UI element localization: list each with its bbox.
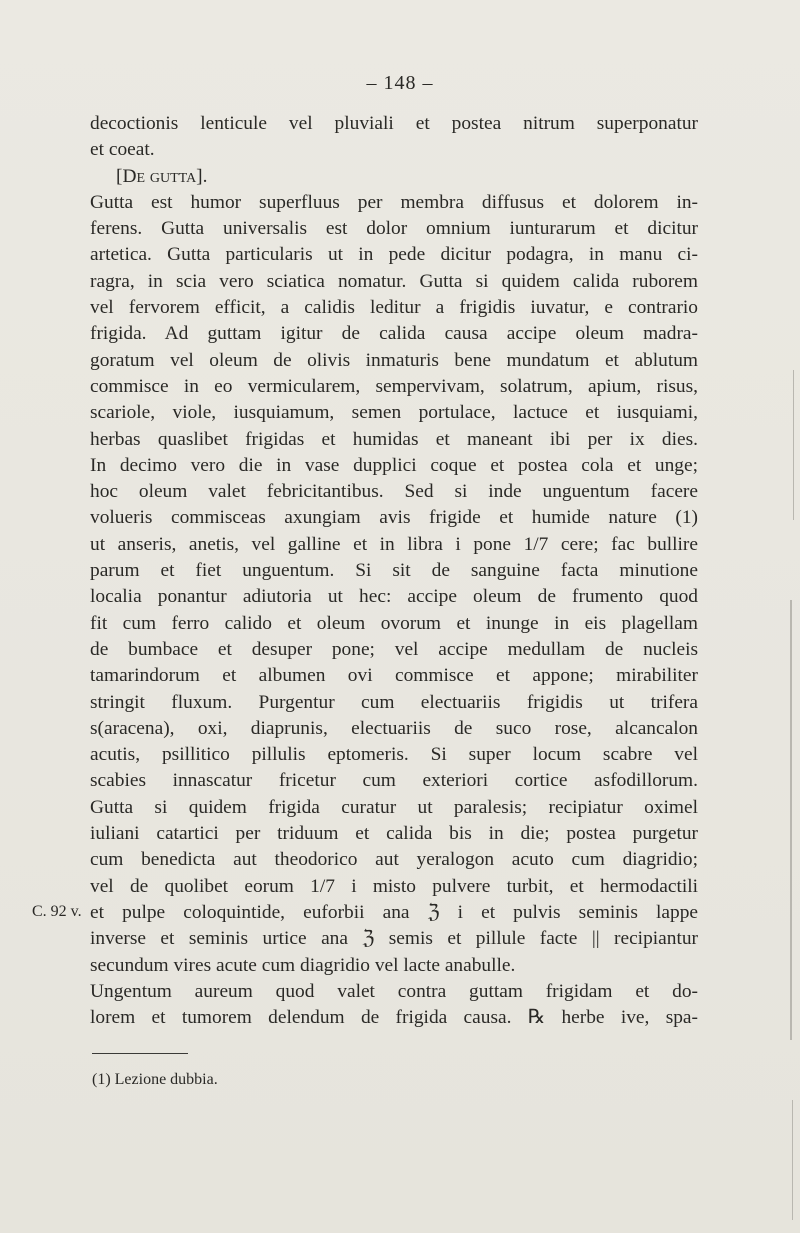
text-line: In decimo vero die in vase dupplici coque et postea cola et unge; (90, 454, 698, 476)
text-line: hoc oleum valet febricitantibus. Sed si inde unguentum facere (90, 481, 698, 503)
text-line: fit cum ferro calido et oleum ovorum et inunge in eis plagellam (90, 612, 698, 634)
text-line: de bumbace et desuper pone; vel accipe medullam de nucleis (90, 638, 698, 660)
text-line: stringit fluxum. Purgentur cum electuariis frigidis ut trifera (90, 691, 698, 713)
text-line: Gutta est humor superfluus per membra diffusus et dolorem in- (90, 191, 698, 213)
footnote-rule (92, 1053, 188, 1054)
text-line: iuliani catartici per triduum et calida bis in die; postea purgetur (90, 823, 698, 845)
text-line: commisce in eo vermicularem, sempervivam, solatrum, apium, risus, (90, 375, 698, 397)
text-line: herbas quaslibet frigidas et humidas et maneant ibi per ix dies. (90, 428, 698, 450)
text-line: Gutta si quidem frigida curatur ut paralesis; recipiatur oximel (90, 796, 698, 818)
text-line: goratum vel oleum de olivis inmaturis bene mundatum et ablutum (90, 349, 698, 371)
text-line: acutis, psillitico pillulis eptomeris. Si super locum scabre vel (90, 744, 698, 766)
text-line: volueris commisceas axungiam avis frigide et humide nature (1) (90, 507, 698, 529)
text-line: vel fervorem efficit, a calidis leditur a frigidis iuvatur, e contrario (90, 297, 698, 319)
margin-note: C. 92 v. (32, 903, 82, 920)
text-line: Ungentum aureum quod valet contra guttam frigidam et do- (90, 980, 698, 1002)
text-line: ferens. Gutta universalis est dolor omnium iunturarum et dicitur (90, 218, 698, 240)
footnote: (1) Lezione dubbia. (92, 1071, 218, 1088)
text-line: lorem et tumorem delendum de frigida causa. ℞ herbe ive, spa- (90, 1007, 698, 1029)
text-line: decoctionis lenticule vel pluviali et postea nitrum superponatur (90, 113, 698, 134)
text-line: et coeat. (90, 139, 155, 161)
scan-edge-mark (792, 1100, 793, 1220)
scan-edge-mark (790, 600, 792, 1040)
section-heading: [De gutta]. (116, 165, 208, 187)
text-line: scariole, viole, iusquiamum, semen portulace, lactuce et iusquiami, (90, 402, 698, 424)
text-line: tamarindorum et albumen ovi commisce et appone; mirabiliter (90, 665, 698, 687)
text-line: s(aracena), oxi, diaprunis, electuariis de suco rose, alcancalon (90, 717, 698, 739)
text-line: vel de quolibet eorum 1/7 i misto pulvere turbit, et hermodactili (90, 875, 698, 897)
text-line: ragra, in scia vero sciatica nomatur. Gutta si quidem calida ruborem (90, 270, 698, 292)
body-text (90, 111, 698, 1031)
text-line: frigida. Ad guttam igitur de calida causa accipe oleum madra- (90, 323, 698, 345)
text-line: inverse et seminis urtice ana ℨ semis et pillule facte || recipiantur (90, 928, 698, 950)
text-line: ut anseris, anetis, vel galline et in libra i pone 1/7 cere; fac bullire (90, 533, 698, 555)
text-line: et pulpe coloquintide, euforbii ana ℨ i et pulvis seminis lappe (90, 901, 698, 923)
text-line: localia ponantur adiutoria ut hec: accipe oleum de frumento quod (90, 586, 698, 608)
page-number: – 148 – (366, 72, 434, 94)
text-line: secundum vires acute cum diagridio vel lacte anabulle. (90, 954, 516, 976)
scan-edge-mark (793, 370, 794, 520)
text-line: cum benedicta aut theodorico aut yeralogon acuto cum diagridio; (90, 849, 698, 871)
text-line: scabies innascatur fricetur cum exteriori cortice asfodillorum. (90, 770, 698, 792)
text-line: parum et fiet unguentum. Si sit de sanguine facta minutione (90, 560, 698, 582)
text-line: artetica. Gutta particularis ut in pede dicitur podagra, in manu ci- (90, 244, 698, 266)
